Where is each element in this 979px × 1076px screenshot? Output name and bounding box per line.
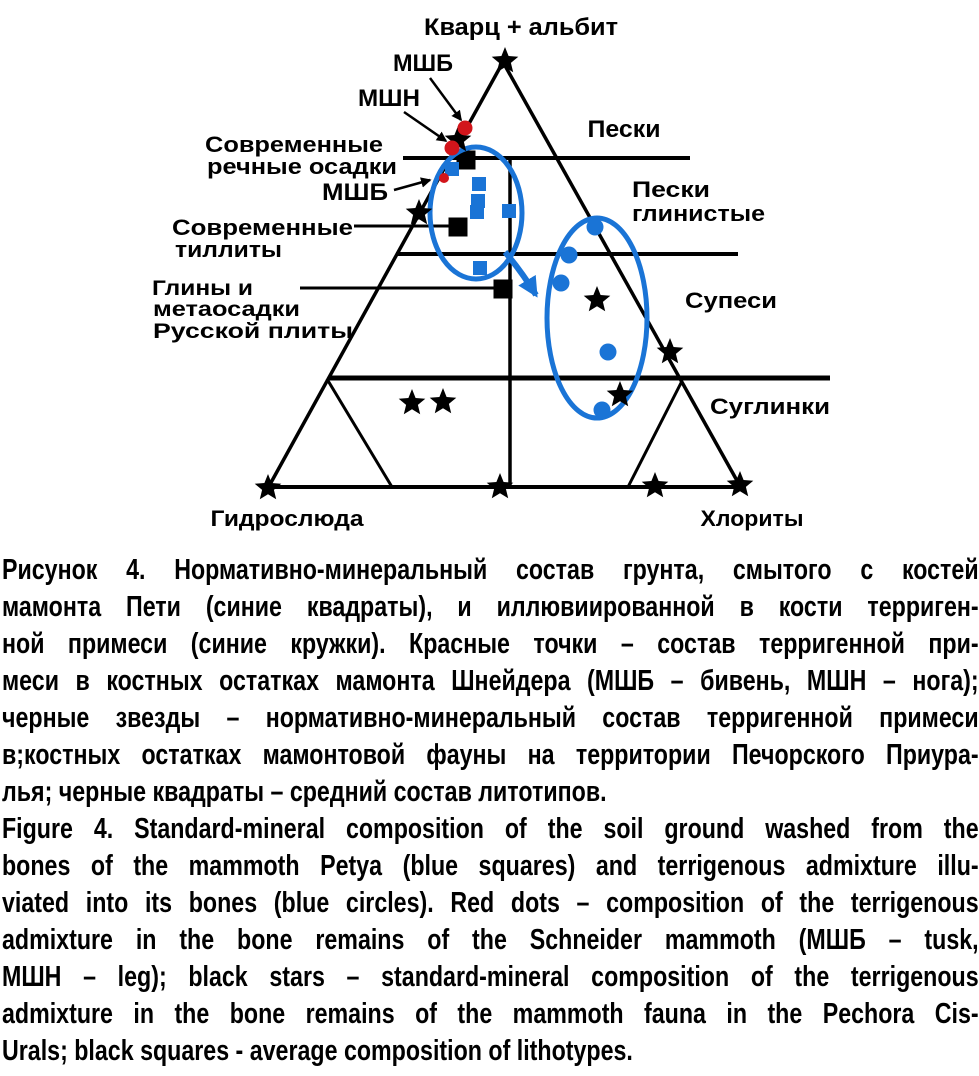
petya-soil-blue-squares-marker — [470, 205, 484, 219]
pechora-fauna-black-stars-marker — [642, 472, 669, 497]
caption-en-line: bones of the mammoth Petya (blue squares) and terrigenous admixture illu- — [2, 850, 979, 882]
label-clays-1: Глины и — [152, 277, 253, 300]
bottom-left-diagonal — [327, 379, 392, 487]
lithotype-average-black-squares-marker — [494, 280, 513, 299]
caption-ru-line: лья; черные квадраты – средний состав литотипов. — [2, 776, 607, 808]
caption-en-line: admixture in the bone remains of the Schneider mammoth (МШБ – tusk, — [2, 924, 979, 956]
petya-soil-blue-squares-marker — [472, 177, 486, 191]
illuviated-admixture-blue-circles-marker — [600, 344, 617, 361]
label-mshb-top: МШБ — [393, 50, 453, 77]
caption-ru-line: ной примеси (синие кружки). Красные точки – состав терригенной при- — [2, 628, 979, 660]
schneider-admixture-red-dots-marker — [445, 141, 460, 156]
pechora-fauna-black-stars-marker — [430, 388, 457, 413]
caption-ru-line: меси в костных остатках мамонта Шнейдера (МШБ – бивень, МШН – нога); — [2, 665, 979, 697]
label-modern-tillites-2: тиллиты — [175, 237, 282, 262]
illuviated-admixture-blue-circles-marker — [587, 219, 604, 236]
illuviated-cluster-ellipse — [547, 218, 647, 418]
caption-ru-line: Рисунок 4. Нормативно-минеральный состав грунта, смытого с костей — [2, 554, 979, 586]
label-clays-3: Русской плиты — [153, 320, 353, 343]
region-label-clayey-sands-1: Пески — [632, 177, 710, 202]
petya-soil-blue-squares-marker — [445, 162, 459, 176]
label-clays-2: метаосадки — [153, 298, 300, 321]
label-mshb-lower: МШБ — [322, 179, 388, 206]
bottom-right-diagonal — [628, 381, 682, 487]
caption-en-line: Urals; black squares - average composition of lithotypes. — [2, 1035, 633, 1067]
pechora-fauna-black-stars-marker — [607, 381, 634, 406]
caption-ru-line: мамонта Пети (синие квадраты), и иллювиированной в кости терриген- — [2, 591, 979, 623]
mshb-top-arrow — [430, 78, 461, 120]
pechora-fauna-black-stars-marker — [399, 389, 426, 414]
schneider-admixture-red-dots-marker — [458, 121, 473, 136]
label-modern-river-1: Современные — [205, 132, 383, 157]
caption-en-line: Figure 4. Standard-mineral composition of the soil ground washed from the — [2, 813, 979, 845]
figure-caption — [2, 552, 979, 1070]
illuviated-admixture-blue-circles-marker — [553, 275, 570, 292]
label-modern-tillites-1: Современные — [172, 215, 353, 240]
lithotype-average-black-squares-marker — [449, 218, 468, 237]
illuviated-admixture-blue-circles-marker — [594, 402, 611, 419]
mshn-arrow — [404, 112, 446, 141]
caption-ru-line: черные звезды – нормативно-минеральный состав терригенной примеси — [2, 702, 979, 734]
apex-label-chlorites: Хлориты — [700, 506, 804, 531]
caption-ru-line: в;костных остатках мамонтовой фауны на территории Печорского Приура- — [2, 739, 979, 771]
illuviated-admixture-blue-circles-marker — [561, 247, 578, 264]
pechora-fauna-black-stars-marker — [727, 471, 754, 496]
region-label-loams: Суглинки — [710, 394, 830, 419]
pechora-fauna-black-stars-marker — [255, 474, 282, 499]
mshb-lower-arrow — [394, 180, 430, 190]
region-label-sandy-loams: Супеси — [685, 288, 777, 313]
label-modern-river-2: речные осадки — [207, 154, 397, 179]
region-label-sands: Пески — [587, 116, 661, 143]
label-mshn: МШН — [358, 85, 420, 112]
caption-en-line: viated into its bones (blue circles). Red dots – composition of the terrigenous — [2, 887, 979, 919]
apex-label-quartz-albite: Кварц + альбит — [424, 14, 619, 41]
caption-en-line: МШН – leg); black stars – standard-mineral composition of the terrigenous — [2, 961, 979, 993]
petya-soil-blue-squares-marker — [502, 204, 516, 218]
region-label-clayey-sands-2: глинистые — [632, 201, 765, 226]
apex-label-hydromica: Гидрослюда — [210, 506, 365, 531]
schneider-admixture-red-dots-marker — [439, 173, 449, 183]
pechora-fauna-black-stars-marker — [584, 286, 611, 311]
petya-soil-blue-squares-marker — [473, 261, 487, 275]
caption-en-line: admixture in the bone remains of the mammoth fauna in the Pechora Cis- — [2, 998, 979, 1030]
